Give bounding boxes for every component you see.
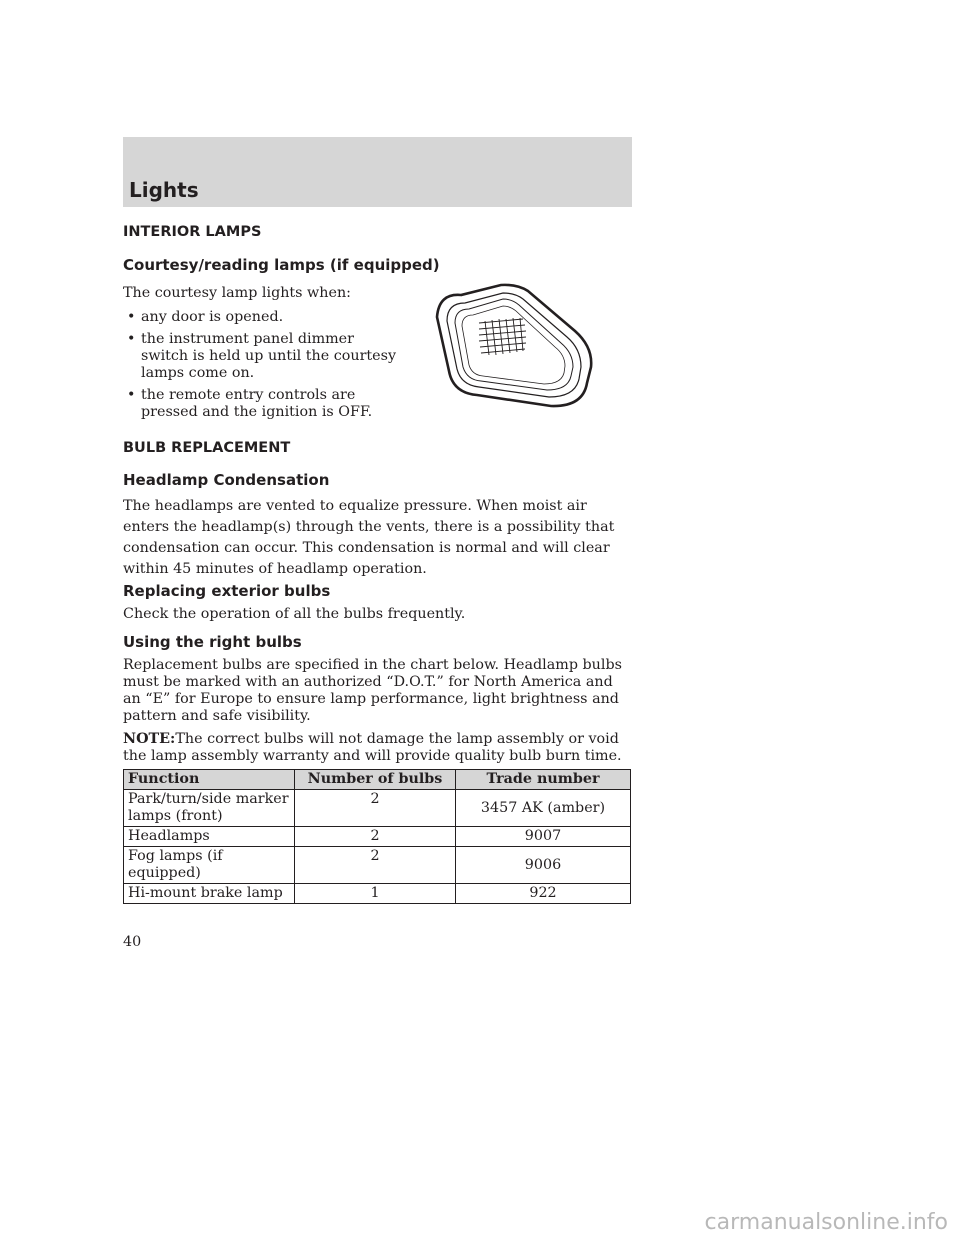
column-header-trade: Trade number: [456, 770, 631, 790]
courtesy-lamp-icon: [413, 283, 593, 413]
function-cell: Headlamps: [124, 827, 295, 847]
section-title: Lights: [129, 178, 199, 202]
function-cell: Fog lamps (if equipped): [124, 847, 295, 884]
list-item: [123, 387, 403, 421]
table-header-row: [124, 770, 631, 790]
note-label: NOTE:: [123, 731, 176, 747]
list-item-text: the instrument panel dimmer switch is held up until the courtesy lamps come on.: [141, 331, 397, 381]
replacing-bulbs-text: Check the operation of all the bulbs frequently.: [123, 606, 466, 622]
column-header-number: Number of bulbs: [295, 770, 456, 790]
trade-number-cell: 922: [456, 884, 631, 904]
courtesy-lamps-subheading: Courtesy/reading lamps (if equipped): [123, 256, 440, 274]
count-cell: 1: [295, 884, 456, 904]
bullet-icon: •: [127, 331, 136, 347]
table-row: [124, 790, 631, 827]
count-cell: 2: [295, 790, 456, 827]
list-item: [123, 331, 403, 382]
interior-lamps-heading: INTERIOR LAMPS: [123, 224, 262, 240]
list-item-text: any door is opened.: [141, 309, 284, 325]
list-item-text: the remote entry controls are pressed and the ignition is OFF.: [141, 387, 373, 420]
right-bulbs-text: Replacement bulbs are specified in the chart below. Headlamp bulbs must be marked with an authorized “D.O.T.” for North America and an “E” for Europe to ensure lamp performance, light brightness and pattern and safe visibility.: [123, 657, 622, 724]
bulb-specification-table: [123, 769, 631, 904]
trade-number-cell: 3457 AK (amber): [456, 790, 631, 827]
column-header-function: Function: [124, 770, 295, 790]
condensation-heading: Headlamp Condensation: [123, 471, 330, 489]
replacing-bulbs-heading: Replacing exterior bulbs: [123, 582, 331, 600]
bullet-icon: •: [127, 387, 136, 403]
watermark: carmanualsonline.info: [704, 1210, 948, 1235]
table-row: [124, 827, 631, 847]
count-cell: 2: [295, 847, 456, 884]
bulb-replacement-heading: BULB REPLACEMENT: [123, 440, 291, 456]
courtesy-intro-text: The courtesy lamp lights when:: [123, 285, 351, 301]
count-cell: 2: [295, 827, 456, 847]
function-cell: Hi-mount brake lamp: [124, 884, 295, 904]
right-bulbs-heading: Using the right bulbs: [123, 633, 302, 651]
function-cell: Park/turn/side marker lamps (front): [124, 790, 295, 827]
table-row: [124, 847, 631, 884]
table-row: [124, 884, 631, 904]
note-paragraph: [123, 731, 635, 765]
page-number: 40: [123, 934, 142, 950]
trade-number-cell: 9006: [456, 847, 631, 884]
trade-number-cell: 9007: [456, 827, 631, 847]
list-item: [123, 309, 403, 326]
condensation-text: The headlamps are vented to equalize pressure. When moist air enters the headlamp(s) through the vents, there is a possibility that condensation can occur. This condensation is normal and will clear within 45 minutes of headlamp operation.: [123, 498, 615, 577]
note-text: The correct bulbs will not damage the lamp assembly or void the lamp assembly warranty and will provide quality bulb burn time.: [123, 731, 622, 764]
section-header-band: [123, 137, 632, 207]
bullet-icon: •: [127, 309, 136, 325]
courtesy-conditions-list: [123, 309, 403, 426]
